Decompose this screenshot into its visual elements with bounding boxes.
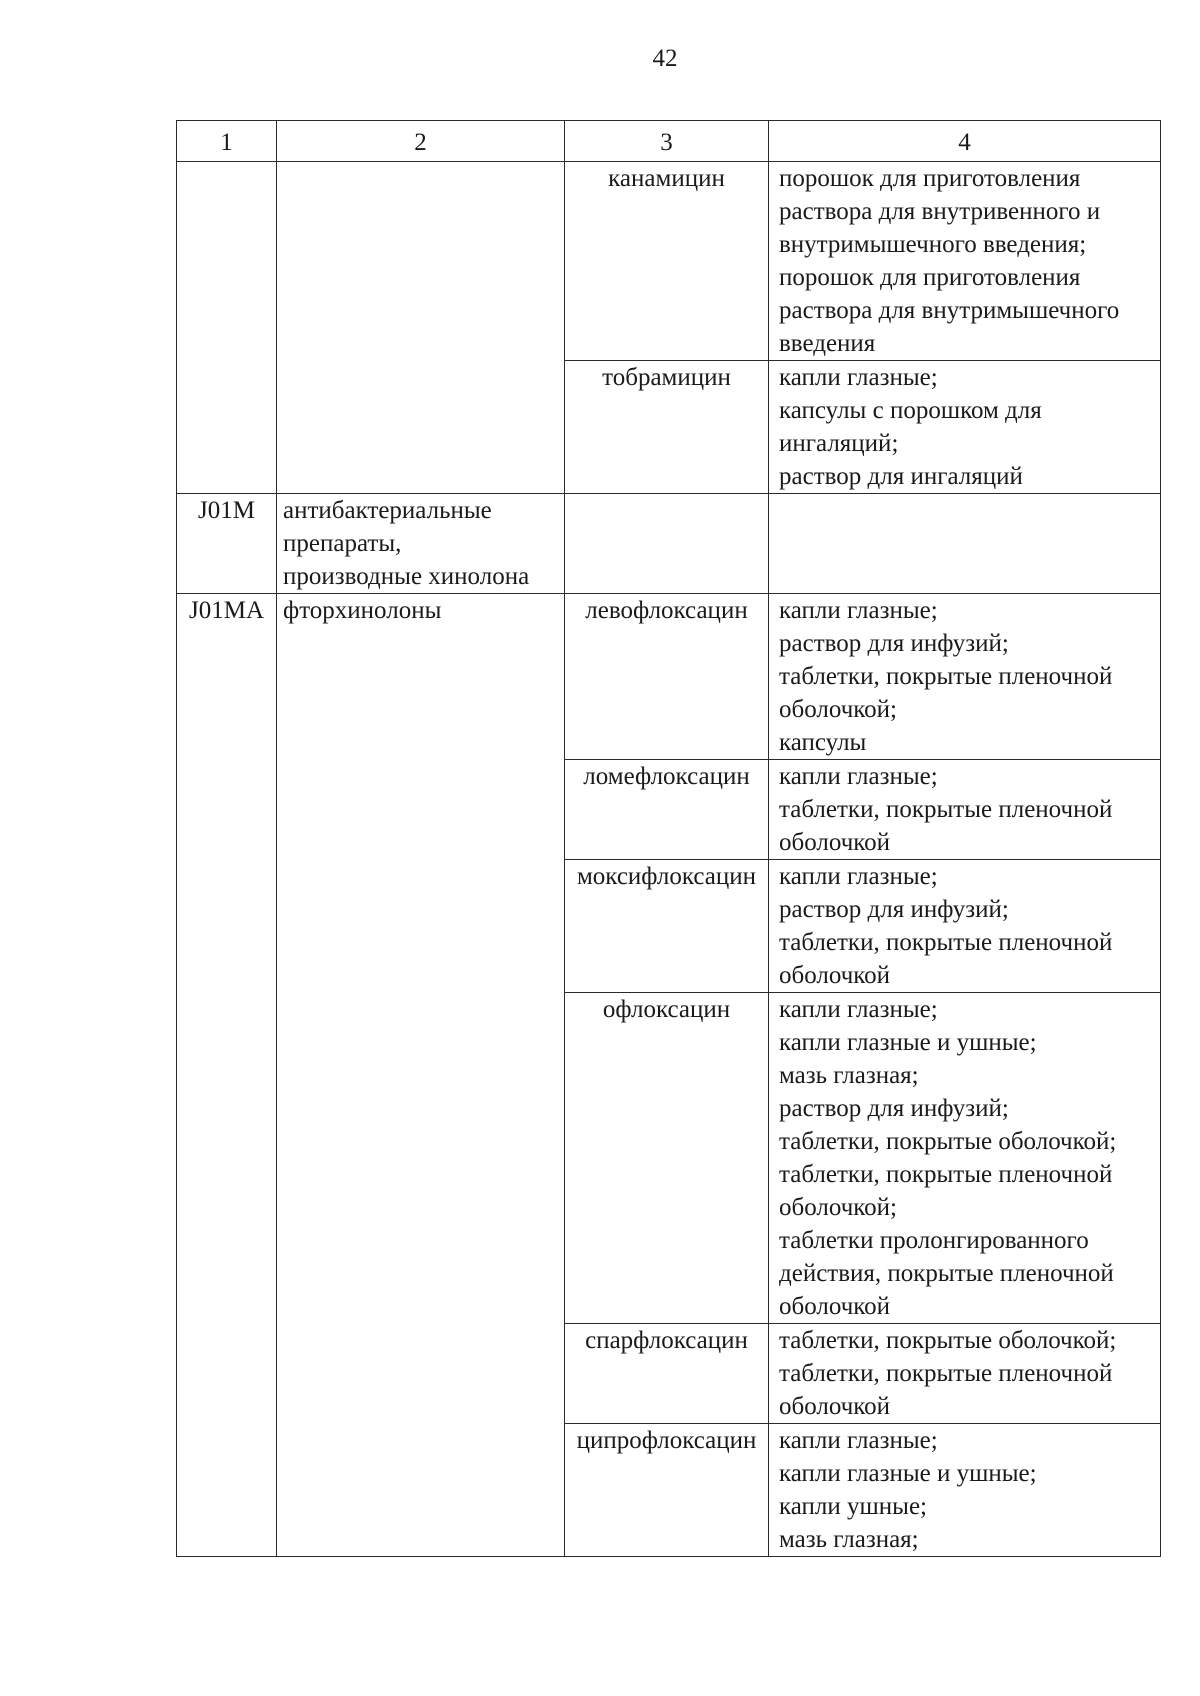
dosage-form: капли глазные; — [779, 996, 938, 1023]
dosage-form: таблетки, покрытые оболочкой; — [779, 1128, 1117, 1155]
table-row — [177, 162, 1161, 361]
dosage-form: раствора для внутривенного и — [779, 198, 1101, 225]
dosage-form: таблетки, покрытые оболочкой; — [779, 1327, 1117, 1354]
dosage-form: капли глазные; — [779, 597, 938, 624]
dosage-form: капли глазные; — [779, 863, 938, 890]
dosage-form: оболочкой — [779, 1393, 891, 1420]
dosage-form: оболочкой; — [779, 1194, 897, 1221]
dosage-form: капли глазные и ушные; — [779, 1460, 1037, 1487]
dosage-form: действия, покрытые пленочной — [779, 1260, 1114, 1287]
dosage-form: мазь глазная; — [779, 1526, 919, 1553]
dosage-form: капли глазные; — [779, 364, 938, 391]
dosage-forms-cell — [769, 1424, 1161, 1557]
drug-name-cell: левофлоксацин — [565, 594, 769, 760]
group-name-cell — [277, 494, 565, 594]
dosage-form: раствор для ингаляций — [779, 463, 1023, 490]
dosage-form: таблетки, покрытые пленочной — [779, 929, 1113, 956]
atc-code-cell — [177, 162, 277, 494]
header-col-1: 1 — [177, 121, 277, 162]
dosage-form: оболочкой — [779, 962, 891, 989]
dosage-form: внутримышечного введения; — [779, 231, 1087, 258]
dosage-forms-cell — [769, 760, 1161, 860]
dosage-form: ингаляций; — [779, 430, 899, 457]
dosage-form: порошок для приготовления — [779, 165, 1081, 192]
dosage-forms-cell — [769, 993, 1161, 1324]
header-col-2: 2 — [277, 121, 565, 162]
dosage-form: капли ушные; — [779, 1493, 927, 1520]
dosage-form: таблетки, покрытые пленочной — [779, 1161, 1113, 1188]
dosage-forms-cell — [769, 494, 1161, 594]
dosage-form: таблетки, покрытые пленочной — [779, 1360, 1113, 1387]
dosage-form: мазь глазная; — [779, 1062, 919, 1089]
dosage-form: капли глазные и ушные; — [779, 1029, 1037, 1056]
group-name-line: антибактериальные — [283, 497, 492, 524]
dosage-form: раствор для инфузий; — [779, 630, 1009, 657]
dosage-form: раствор для инфузий; — [779, 896, 1009, 923]
atc-code-cell: J01MA — [177, 594, 277, 1557]
drug-name-cell: офлоксацин — [565, 993, 769, 1324]
dosage-form: введения — [779, 330, 876, 357]
dosage-forms-cell — [769, 162, 1161, 361]
drug-name-cell: тобрамицин — [565, 361, 769, 494]
header-col-4: 4 — [769, 121, 1161, 162]
page-number: 42 — [652, 45, 678, 72]
dosage-form: оболочкой — [779, 1293, 891, 1320]
table-header-row — [177, 121, 1161, 162]
dosage-form: оболочкой — [779, 829, 891, 856]
dosage-form: капли глазные; — [779, 1427, 938, 1454]
dosage-forms-cell — [769, 1324, 1161, 1424]
drug-name-cell: ломефлоксацин — [565, 760, 769, 860]
dosage-form: таблетки, покрытые пленочной — [779, 796, 1113, 823]
drug-name-cell: спарфлоксацин — [565, 1324, 769, 1424]
medications-table — [176, 120, 1161, 1557]
header-col-3: 3 — [565, 121, 769, 162]
dosage-forms-cell — [769, 860, 1161, 993]
dosage-form: таблетки, покрытые пленочной — [779, 663, 1113, 690]
dosage-form: раствора для внутримышечного — [779, 297, 1120, 324]
dosage-forms-cell — [769, 361, 1161, 494]
dosage-form: оболочкой; — [779, 696, 897, 723]
group-name-line: производные хинолона — [283, 563, 530, 590]
drug-name-cell — [565, 494, 769, 594]
dosage-forms-cell — [769, 594, 1161, 760]
dosage-form: раствор для инфузий; — [779, 1095, 1009, 1122]
group-name-cell — [277, 162, 565, 494]
dosage-form: таблетки пролонгированного — [779, 1227, 1089, 1254]
drug-name-cell: канамицин — [565, 162, 769, 361]
dosage-form: капсулы — [779, 729, 867, 756]
dosage-form: капсулы с порошком для — [779, 397, 1042, 424]
atc-code-cell: J01M — [177, 494, 277, 594]
table-row — [177, 494, 1161, 594]
table-row — [177, 594, 1161, 760]
dosage-form: капли глазные; — [779, 763, 938, 790]
drug-name-cell: ципрофлоксацин — [565, 1424, 769, 1557]
group-name-cell — [277, 594, 565, 1557]
group-name-line: фторхинолоны — [283, 597, 442, 624]
group-name-line: препараты, — [283, 530, 402, 557]
dosage-form: порошок для приготовления — [779, 264, 1081, 291]
drug-name-cell: моксифлоксацин — [565, 860, 769, 993]
